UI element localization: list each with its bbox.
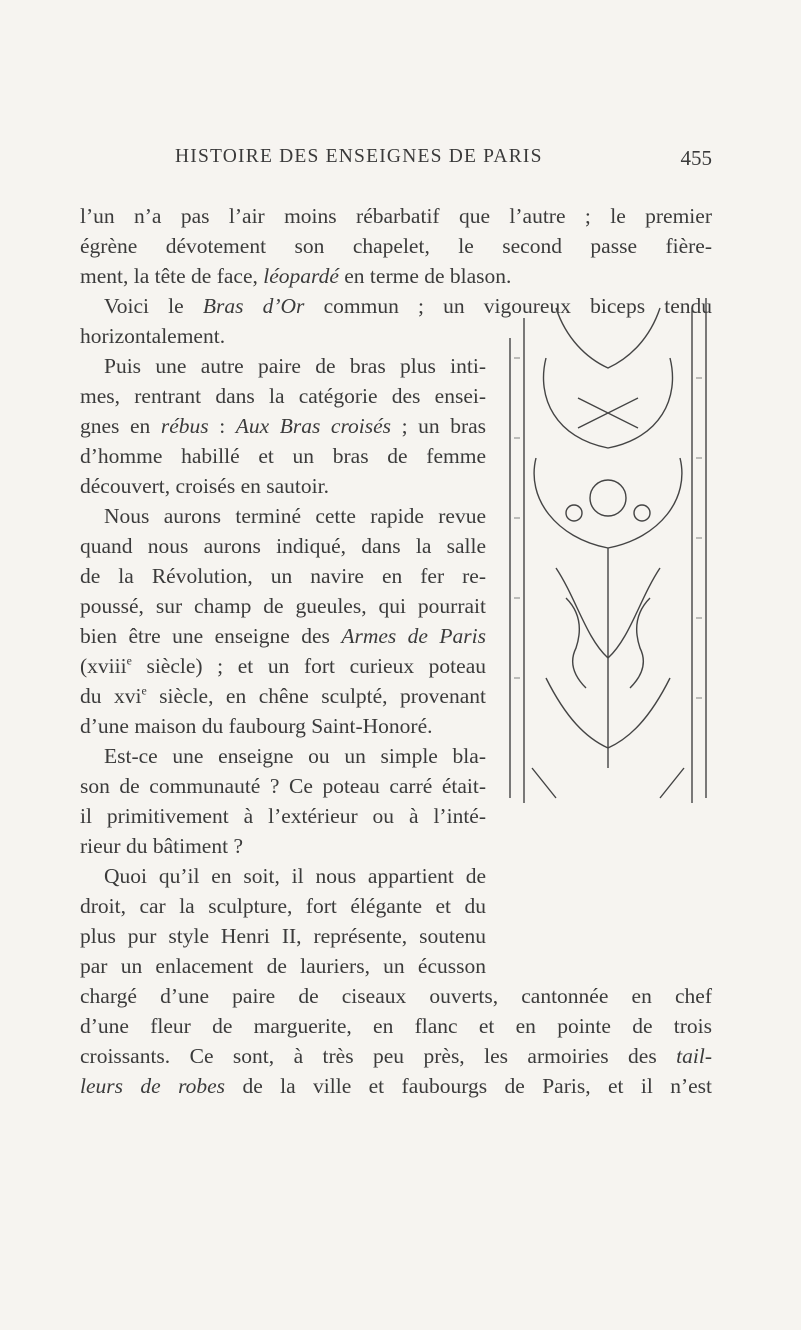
- text-line: égrène dévotement son chapelet, le second passe fière-: [80, 234, 712, 258]
- text-line: d’homme habillé et un bras de femme: [80, 444, 486, 468]
- text-line: Voici le Bras d’Or commun ; un vigoureux biceps tendu: [104, 294, 712, 318]
- text-line: bien être une enseigne des Armes de Paris: [80, 624, 486, 648]
- italic-term: rébus: [160, 414, 209, 438]
- text-line: gnes en rébus : Aux Bras croisés ; un bras: [80, 414, 487, 438]
- text-line: croissants. Ce sont, à très peu près, les armoiries des tail-: [80, 1044, 712, 1068]
- text-line: droit, car la sculpture, fort élégante et du: [80, 894, 486, 918]
- italic-term: tail-: [676, 1044, 712, 1068]
- italic-term: Aux Bras croisés: [235, 414, 392, 438]
- text-line: de la Révolution, un navire en fer re-: [80, 564, 486, 588]
- italic-term: Bras d’Or: [202, 294, 305, 318]
- carved-post-drawing: [496, 298, 720, 808]
- carved-post-illustration: [496, 298, 720, 808]
- text-line: plus pur style Henri II, représente, soutenu: [80, 924, 486, 948]
- text-line: son de communauté ? Ce poteau carré était-: [80, 774, 486, 798]
- text-line: Puis une autre paire de bras plus inti-: [104, 354, 486, 378]
- italic-term: leurs de robes: [80, 1074, 226, 1098]
- page-number: 455: [680, 146, 712, 170]
- text-line: d’une fleur de marguerite, en flanc et en pointe de trois: [80, 1014, 712, 1038]
- text-line: par un enlacement de lauriers, un écusson: [80, 954, 486, 978]
- text-line: quand nous aurons indiqué, dans la salle: [80, 534, 486, 558]
- text-line: Est-ce une enseigne ou un simple bla-: [104, 744, 486, 768]
- text-line: d’une maison du faubourg Saint-Honoré.: [80, 714, 433, 738]
- italic-term: léopardé: [263, 264, 339, 288]
- text-line: Nous aurons terminé cette rapide revue: [104, 504, 486, 528]
- text-line: (xviii$^e$ siècle) ; et un fort curieux poteau: [80, 653, 486, 678]
- text-line: chargé d’une paire de ciseaux ouverts, cantonnée en chef: [80, 984, 712, 1008]
- italic-term: Armes de Paris: [341, 624, 486, 648]
- text-line: du xvi$^e$ siècle, en chêne sculpté, provenant: [80, 683, 486, 708]
- running-title: HISTOIRE DES ENSEIGNES DE PARIS: [175, 146, 543, 167]
- text-line: poussé, sur champ de gueules, qui pourrait: [80, 594, 486, 618]
- text-line: rieur du bâtiment ?: [80, 834, 243, 858]
- text-line: il primitivement à l’extérieur ou à l’inté-: [80, 804, 486, 828]
- text-line: mes, rentrant dans la catégorie des ensei-: [80, 384, 486, 408]
- text-line: Quoi qu’il en soit, il nous appartient de: [104, 864, 486, 888]
- text-line: l’un n’a pas l’air moins rébarbatif que l’autre ; le premier: [80, 204, 712, 228]
- text-line: découvert, croisés en sautoir.: [80, 474, 329, 498]
- text-line: ment, la tête de face, léopardé en terme de blason.: [80, 264, 512, 288]
- text-line: leurs de robes de la ville et faubourgs de Paris, et il n’est: [80, 1074, 712, 1098]
- page-header: [80, 146, 712, 176]
- text-line: horizontalement.: [80, 324, 226, 348]
